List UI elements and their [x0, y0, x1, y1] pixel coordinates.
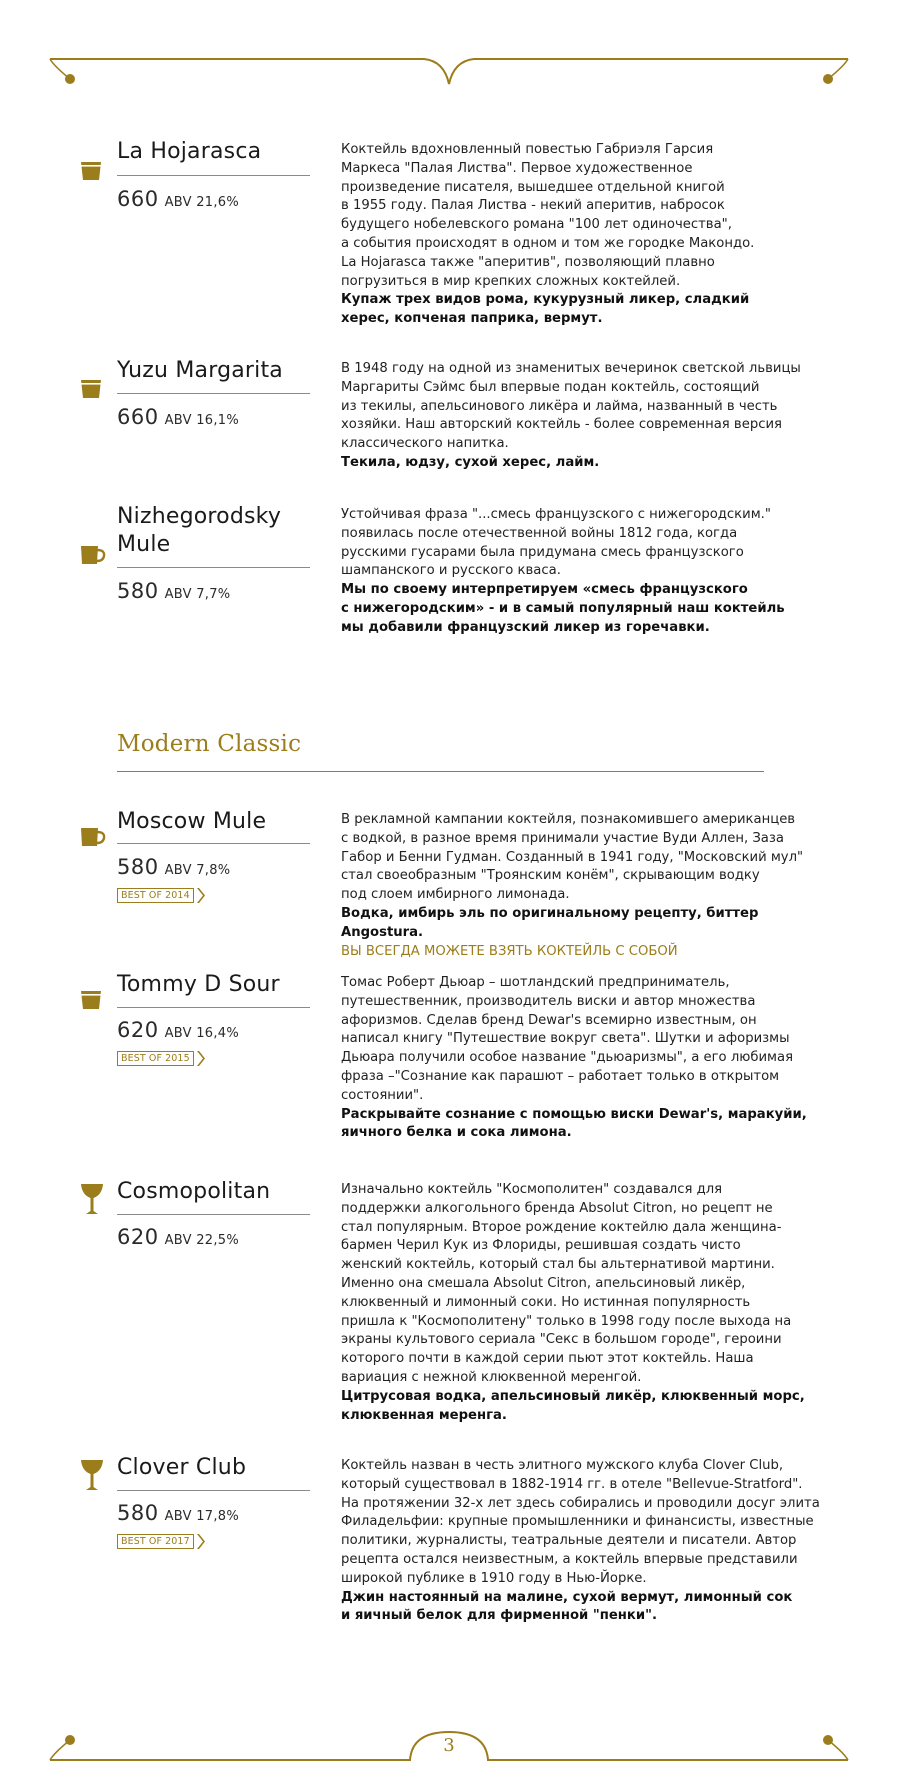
item-abv: ABV 16,4%: [164, 1026, 240, 1041]
item-description: [341, 506, 841, 638]
description-text: Изначально коктейль "Космополитен" создавался для поддержки алкогольного бренда Absolut Citron, но рецепт не стал популярным. Второе рождение коктейлю дала женщина- бармен Черил Кук из Флориды, решившая создать чисто женский коктейль, который стал бы альтернативой мартини. Именно она смешала Absolut Citron, апельсиновый ликёр, клюквенный и лимонный соки. Но истинная популярность пришла к "Космополитену" только в 1998 году после выхода на экраны культового сериала "Секс в большом городе", героини которого почти в каждой серии пьют этот коктейль. Наша вариация с нежной клюквенной меренгой.: [341, 1182, 792, 1385]
item-description: [341, 1181, 841, 1425]
item-name: La Hojarasca: [117, 139, 262, 164]
badge-label: BEST OF 2014: [117, 888, 194, 903]
badge-arrow-icon: [197, 1051, 207, 1066]
item-divider: [117, 175, 310, 176]
item-name: Tommy D Sour: [117, 972, 280, 997]
item-price: 620: [117, 1225, 159, 1249]
item-ingredients: Мы по своему интерпретируем «смесь французского с нижегородским» - и в самый популярный наш коктейль мы добавили французский ликер из горечавки.: [341, 582, 785, 635]
item-price: 660: [117, 187, 159, 211]
section-divider: [117, 771, 764, 772]
rocks-glass-icon: [80, 989, 102, 1011]
item-abv: ABV 17,8%: [164, 1509, 240, 1524]
rocks-glass-icon: [80, 160, 102, 182]
item-abv: ABV 21,6%: [164, 195, 240, 210]
item-price: 580: [117, 579, 159, 603]
price-line: [117, 187, 239, 211]
rocks-glass-icon: [80, 378, 102, 400]
description-text: Коктейль назван в честь элитного мужского клуба Clover Club, который существовал в 1882-1914 гг. в отеле "Bellevue-Stratford". На протяжении 32-х лет здесь собирались и проводили досуг элита Филадельфии: крупные промышленники и финансисты, известные политики, журналисты, театральные деятели и писатели. Автор рецепта остался неизвестным, а коктейль впервые представили широкой публике в 1910 году в Нью-Йорке.: [341, 1458, 820, 1586]
description-text: Томас Роберт Дьюар – шотландский предприниматель, путешественник, производитель виски и автор множества афоризмов. Сделав бренд Dewar's всемирно известным, он написал книгу "Путешествие вокруг света". Шутки и афоризмы Дьюара получили особое название "дьюаризмы", а его любимая фраза –"Сознание как парашют – работает только в открытом состоянии".: [341, 975, 794, 1103]
item-abv: ABV 16,1%: [164, 413, 240, 428]
item-ingredients: Раскрывайте сознание с помощью виски Dewar's, маракуйи, яичного белка и сока лимона.: [341, 1106, 807, 1141]
mug-icon: [80, 544, 106, 566]
item-description: [341, 141, 841, 329]
takeaway-note: ВЫ ВСЕГДА МОЖЕТЕ ВЗЯТЬ КОКТЕЙЛЬ С СОБОЙ: [341, 943, 678, 959]
item-price: 580: [117, 855, 159, 879]
mug-icon: [80, 826, 106, 848]
item-divider: [117, 1490, 310, 1491]
item-ingredients: Цитрусовая водка, апельсиновый ликёр, клюквенный морс, клюквенная меренга.: [341, 1388, 805, 1423]
item-divider: [117, 1214, 310, 1215]
item-ingredients: Купаж трех видов рома, кукурузный ликер, сладкий херес, копченая паприка, вермут.: [341, 292, 750, 327]
description-text: В рекламной кампании коктейля, познакомившего американцев с водкой, в разное время принимали участие Вуди Аллен, Заза Габор и Бенни Гудман. Созданный в 1941 году, "Московский мул" стал своеобразным "Троянским конём", скрывающим водку под слоем имбирного лимонада.: [341, 812, 804, 903]
item-divider: [117, 1007, 310, 1008]
item-price: 660: [117, 405, 159, 429]
badge-arrow-icon: [197, 888, 207, 903]
price-line: [117, 855, 230, 879]
coupe-glass-icon: [80, 1183, 104, 1215]
price-line: [117, 1018, 239, 1042]
item-ingredients: Текила, юдзу, сухой херес, лайм.: [341, 454, 600, 470]
item-description: [341, 974, 841, 1143]
price-line: [117, 405, 239, 429]
badge-arrow-icon: [197, 1534, 207, 1549]
badge-label: BEST OF 2017: [117, 1534, 194, 1549]
item-ingredients: Джин настоянный на малине, сухой вермут, лимонный сок и яичный белок для фирменной "пенки".: [341, 1589, 793, 1624]
item-price: 620: [117, 1018, 159, 1042]
description-text: Коктейль вдохновленный повестью Габриэля Гарсия Маркеса "Палая Листва". Первое художественное произведение писателя, вышедшее отдельной книгой в 1955 году. Палая Листва - некий аперитив, набросок будущего нобелевского романа "100 лет одиночества", а события происходят в одном и том же городке Макондо. La Hojarasca также "аперитив", позволяющий плавно погрузиться в мир крепких сложных коктейлей.: [341, 142, 755, 289]
item-divider: [117, 393, 310, 394]
item-ingredients: Водка, имбирь эль по оригинальному рецепту, биттер Angostura.: [341, 905, 759, 940]
item-price: 580: [117, 1501, 159, 1525]
item-description: [341, 1457, 841, 1626]
item-description: [341, 360, 841, 473]
item-divider: [117, 843, 310, 844]
item-abv: ABV 22,5%: [164, 1233, 240, 1248]
description-text: Устойчивая фраза "...смесь французского с нижегородским." появилась после отечественной войны 1812 года, когда русскими гусарами была придумана смесь французского шампанского и русского кваса.: [341, 507, 771, 579]
top-ornament-frame: [0, 44, 898, 94]
item-name: Cosmopolitan: [117, 1179, 271, 1204]
page-number: 3: [443, 1735, 455, 1756]
item-name: Nizhegorodsky Mule: [117, 504, 282, 557]
item-divider: [117, 567, 310, 568]
description-text: В 1948 году на одной из знаменитых вечеринок светской львицы Маргариты Сэймс был впервые подан коктейль, состоящий из текилы, апельсинового ликёра и лайма, названный в честь хозяйки. Наш авторский коктейль - более современная версия классического напитка.: [341, 361, 801, 452]
coupe-glass-icon: [80, 1459, 104, 1491]
item-name: Clover Club: [117, 1455, 247, 1480]
price-line: [117, 1501, 239, 1525]
item-abv: ABV 7,8%: [164, 863, 231, 878]
item-name: Moscow Mule: [117, 809, 267, 834]
price-line: [117, 579, 230, 603]
badge-label: BEST OF 2015: [117, 1051, 194, 1066]
item-description: [341, 811, 841, 961]
item-abv: ABV 7,7%: [164, 587, 231, 602]
section-title: Modern Classic: [117, 731, 302, 757]
price-line: [117, 1225, 239, 1249]
item-name: Yuzu Margarita: [117, 358, 283, 383]
